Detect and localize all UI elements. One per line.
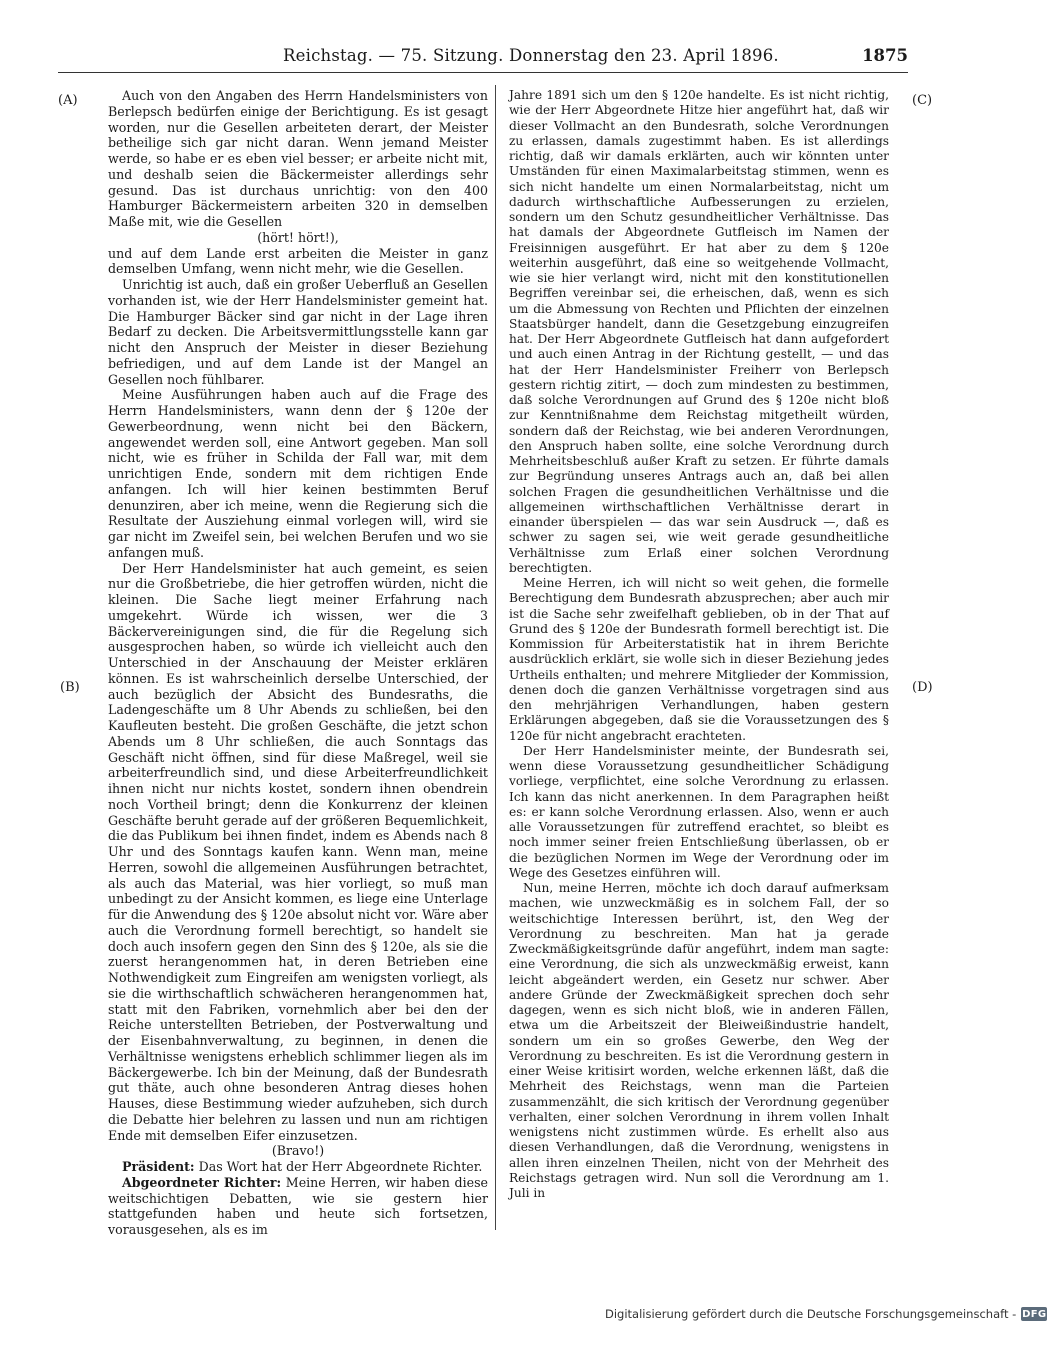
margin-marker-b: (B)	[60, 680, 80, 695]
paragraph: Unrichtig ist auch, daß ein großer Ueberfluß an Gesellen vorhanden ist, wie der Herr Handelsminister gemeint hat. Die Hamburger Bäcker sind gar nicht in der Lage ihren Bedarf zu decken. Die Arbeitsvermittlungsstelle kann gar nicht den Anspruch der Meister in dieser Beziehung befriedigen, und auf dem Lande ist der Mangel an Gesellen noch fühlbarer.	[108, 277, 488, 387]
speech-text: Das Wort hat der Herr Abgeordnete Richter.	[194, 1159, 483, 1174]
speech-text: Meine Herren, wir haben diese weitschichtigen Debatten, wie sie gestern hier stattgefunden haben und heute sich fortsetzen, vorausgesehen, als es im	[108, 1174, 489, 1237]
dfg-logo-icon: DFG	[1022, 1308, 1047, 1320]
paragraph: Der Herr Handelsminister hat auch gemeint, es seien nur die Großbetriebe, die hier getroffen würden, nicht die kleinen. Die Sache liegt meiner Erfahrung nach umgekehrt. Würde ich wissen, wer die 3 Bäckervereinigungen sind, die für die Regelung sich ausgesprochen haben, so würde ich vielleicht auch den Unterschied in der Anschauung der Meister erklären können. Es ist wahrscheinlich derselbe Unterschied, der auch bezüglich der Absicht des Bundesraths, die Ladengeschäfte um 8 Uhr Abends zu schließen, bei den Kaufleuten besteht. Die großen Geschäfte, die jetzt schon Abends um 8 Uhr schließen, die auch Sonntags das Geschäft nicht öffnen, sind für diese Maßregel, weil sie arbeiterfreundlich sind, und diese Arbeiterfreundlichkeit ihnen nicht nur nichts kostet, sondern ihnen obendrein noch Vortheil bringt; denn die Konkurrenz der kleinen Geschäfte beruht gerade auf der größeren Bequemlichkeit, die das Publikum bei ihnen findet, indem es Abends nach 8 Uhr und des Sonntags kaufen kann. Wenn man, meine Herren, sowohl die allgemeinen Ausführungen betrachtet, als auch das Material, was hier vorliegt, so muß man unbedingt zu der Ansicht kommen, es liege eine Unterlage für die Anwendung des § 120e absolut nicht vor. Wäre aber auch die Verordnung formell berechtigt, so handelt sie doch auch insofern gegen den Sinn des § 120e, als sie die zuerst herangenommen hat, in deren Betrieben eine Nothwendigkeit zum Eingreifen am wenigsten vorliegt, als sie die wirthschaftlich schwächeren herangenommen hat, statt mit den Fabriken, vornehmlich aber bei den der Reiche unterstellten Betrieben, der Postverwaltung und der Eisenbahnverwaltung, zu beginnen, in denen die Verhältnisse wenigstens erheblich schlimmer liegen als im Bäckergewerbe. Ich bin der Meinung, daß der Bundesrath gut thäte, auch ohne besonderen Antrag dieses hohen Hauses, diese Bestimmung wieder aufzuheben, sich durch die Debatte hier belehren zu lassen und nun am richtigen Ende mit demselben Eifer einzusetzen.	[108, 560, 488, 1143]
margin-marker-a: (A)	[58, 93, 78, 108]
paragraph: Nun, meine Herren, möchte ich doch darauf aufmerksam machen, wie unzweckmäßig es in solchem Fall, der so weitschichtige Interessen berührt, ist, den Weg der Verordnung zu beschreiten. Man hat ja gerade Zweckmäßigkeitsgründe dafür angeführt, indem man sagte: eine Verordnung, die sich als unzweckmäßig erweist, kann leicht abgeändert werden, ein Gesetz nur schwer. Aber andere Gründe der Zweckmäßigkeit sprechen doch sehr dagegen, wenn es sich nicht bloß, wie in anderen Fällen, etwa um die Arbeitszeit der Bleiweißindustrie handelt, sondern um ein so großes Gewerbe, den Weg der Verordnung zu beschreiten. Es ist die Verordnung gestern in einer Weise kritisirt worden, welche erkennen läßt, daß die Mehrheit des Reichstags, wenn man die Parteien zusammenzählt, die sich kritisch der Verordnung gegenüber verhalten, einer solchen Verordnung in ihrem vollen Inhalt wenigstens nicht zustimmen würde. Es erhellt also aus diesen Verhandlungen, daß die Verordnung, wenigstens in allen ihren einzelnen Theilen, nicht von der Mehrheit des Reichstags getragen wird. Nun soll die Verordnung am 1. Juli in	[509, 881, 889, 1200]
interjection: (Bravo!)	[271, 1143, 325, 1159]
speaker-name: Präsident:	[122, 1159, 195, 1174]
speaker-paragraph	[108, 1159, 488, 1175]
right-column	[509, 88, 889, 1201]
column-divider	[495, 85, 496, 1230]
page-header	[58, 46, 908, 73]
paragraph: Auch von den Angaben des Herrn Handelsministers von Berlepsch bedürfen einige der Berichtigung. Es ist gesagt worden, nur die Gesellen arbeiteten derart, der Meister betheilige sich gar nicht daran. Wenn jemand Meister werde, so habe er es eben viel besser; er arbeite nicht mit, und deshalb seien die Bäckermeister allerdings sehr gesund. Das ist durchaus unrichtig: von den 400 Hamburger Bäckermeistern arbeiten 320 in demselben Maße mit, wie die Gesellen	[108, 88, 488, 229]
margin-marker-c: (C)	[912, 93, 933, 108]
paragraph: Meine Herren, ich will nicht so weit gehen, die formelle Berechtigung dem Bundesrath abzusprechen; aber auch mir ist die Sache sehr zweifelhaft geblieben, ob in der That auf Grund des § 120e der Bundesrath formell berechtigt ist. Die Kommission für Arbeiterstatistik hat in ihrem Berichte ausdrücklich erklärt, sie wolle sich in dieser Beziehung jedes Urtheils enthalten; und mehrere Mitglieder der Kommission, denen doch die ganzen Verhältnisse vorgetragen sind aus den mehrjährigen Verhandlungen, haben gestern Erklärungen abgegeben, daß sie die Voraussetzungen des § 120e für nicht angebracht erachteten.	[509, 576, 889, 743]
paragraph: und auf dem Lande erst arbeiten die Meister in ganz demselben Umfang, wenn nicht mehr, wie die Gesellen.	[108, 245, 488, 277]
page-number: 1875	[862, 46, 908, 65]
speaker-name: Abgeordneter Richter:	[122, 1174, 282, 1190]
left-column	[108, 88, 488, 1238]
paragraph: Meine Ausführungen haben auch auf die Frage des Herrn Handelsministers, wann denn der § 120e der Gewerbeordnung, wenn nicht bei den Bäckern, angewendet werden soll, eine Antwort gegeben. Man soll nicht, wie es früher in Schilda der Fall war, mit dem unrichtigen Ende, sondern mit dem richtigen Ende anfangen. Ich will hier keinen bestimmten Beruf denunziren, aber ich meine, wenn die Regierung sich die Resultate der Ausziehung einmal vorlegen will, wird sie gar nicht im Zweifel sein, bei welchen Berufen und wo sie anfangen muß.	[108, 387, 488, 560]
header-title: Reichstag. — 75. Sitzung. Donnerstag den 23. April 1896.	[283, 46, 779, 65]
digitization-footer	[605, 1307, 1047, 1321]
footer-text: Digitalisierung gefördert durch die Deutsche Forschungsgemeinschaft -	[605, 1307, 1017, 1321]
paragraph: Der Herr Handelsminister meinte, der Bundesrath sei, wenn diese Voraussetzung gesundheitlicher Schädigung vorliege, verpflichtet, eine solche Verordnung zu erlassen. Ich kann das nicht anerkennen. In dem Paragraphen heißt es: er kann solche Verordnung erlassen. Also, wenn er auch alle Voraussetzungen für zutreffend erachtet, so bleibt es noch immer seiner freien Entschließung überlassen, ob er die bezüglichen Normen im Wege der Verordnung oder im Wege des Gesetzes einführen will.	[509, 743, 889, 880]
speaker-paragraph	[108, 1175, 488, 1238]
margin-marker-d: (D)	[912, 680, 933, 695]
paragraph: Jahre 1891 sich um den § 120e handelte. Es ist nicht richtig, wie der Herr Abgeordnete Hitze hier angeführt hat, daß wir dieser Vollmacht an den Bundesrath, solche Verordnungen zu erlassen, damals zugestimmt haben. Es ist allerdings richtig, daß wir damals erklärten, auch wir könnten unter Umständen für einen Maximalarbeitstag stimmen, wenn es sich nicht handelte um einen Normalarbeitstag, nicht um dadurch wirthschaftliche Aufbesserungen zu erzielen, sondern um den Schutz gesundheitlicher Verhältnisse. Das hat damals der Abgeordnete Gutfleisch im Namen der Freisinnigen ausgeführt. Er hat aber zu dem § 120e weiterhin ausgeführt, daß eine so weitgehende Vollmacht, wie sie hier verlangt wird, nicht mit den konstitutionellen Begriffen vereinbar sei, die erheischen, daß, wenn es sich um die Abmessung von Rechten und Pflichten der einzelnen Staatsbürger handelt, dann die Gesetzgebung einzugreifen hat. Der Herr Abgeordnete Gutfleisch hat dann aufgefordert und auch einen Antrag in der Richtung gestellt, — und das hat der Herr Handelsminister Freiherr von Berlepsch gestern richtig zitirt, — doch zum mindesten zu bestimmen, daß solche Verordnungen auf Grund des § 120e nicht bloß zur Kenntnißnahme dem Reichstag mitgetheilt würden, sondern daß der Reichstag, wie bei anderen Verordnungen, den Anspruch haben sollte, eine solche Verordnung durch Mehrheitsbeschluß außer Kraft zu setzen. Er führte damals zur Begründung unseres Antrags auch an, daß bei allen solchen Fragen die gesundheitlichen Verhältnisse und die allgemeinen wirthschaftlichen Verhältnisse derart in einander überspielen — das war sein Ausdruck —, daß es schwer zu sagen sei, wie weit gerade gesundheitliche Verhältnisse zum Erlaß einer solchen Verordnung berechtigten.	[509, 88, 889, 575]
interjection: (hört! hört!),	[257, 229, 339, 245]
